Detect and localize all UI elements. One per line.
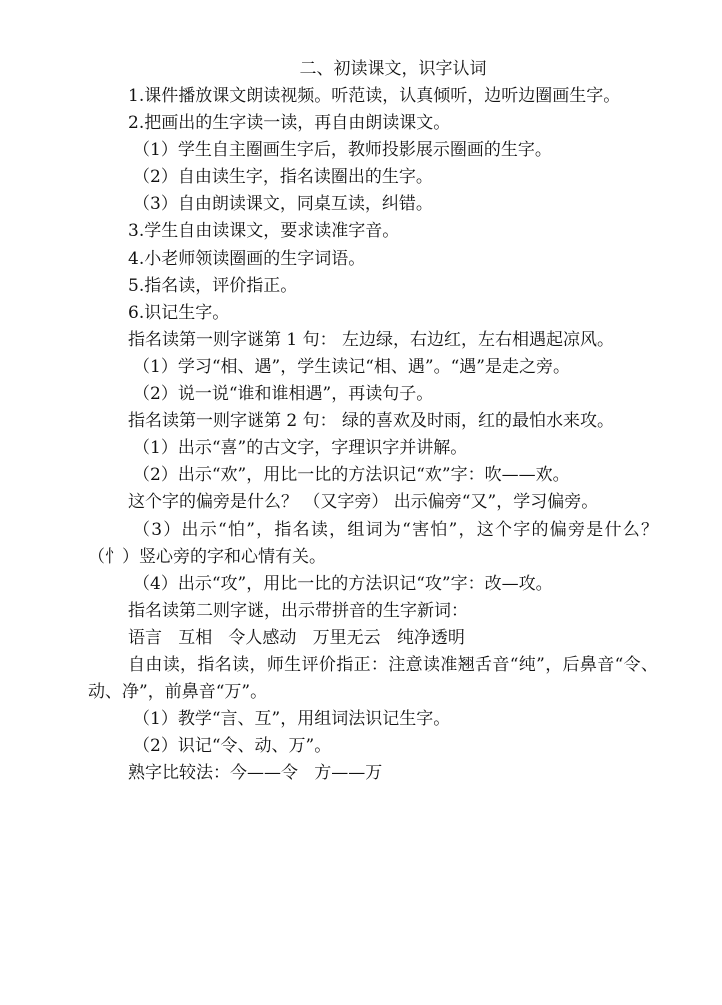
paragraph-step-2-2: （2）自由读生字，指名读圈出的生字。 [133, 167, 433, 188]
paragraph-riddle-1-line-1-item-1: （1）学习“相、遇”，学生读记“相、遇”。“遇”是走之旁。 [133, 356, 570, 377]
paragraph-step-2-3: （3）自由朗读课文，同桌互读，纠错。 [133, 194, 433, 215]
paragraph-compare-chars: 熟字比较法：今——令 方——万 [128, 763, 383, 784]
paragraph-step-6: 6.识记生字。 [128, 302, 230, 323]
paragraph-riddle-1-line-2-item-2: （2）出示“欢”，用比一比的方法识记“欢”字：吹——欢。 [133, 465, 570, 486]
paragraph-step-2: 2.把画出的生字读一读，再自由朗读课文。 [128, 113, 451, 134]
paragraph-riddle-2: 指名读第二则字谜，出示带拼音的生字新词： [128, 600, 468, 621]
paragraph-riddle-2-item-2: （2）识记“令、动、万”。 [133, 736, 332, 757]
paragraph-riddle-1-line-1-item-2: （2）说一说“谁和谁相遇”，再读句子。 [133, 384, 434, 405]
paragraph-riddle-1-line-2-item-4: （4）出示“攻”，用比一比的方法识记“攻”字：改—攻。 [133, 573, 553, 594]
paragraph-riddle-1-line-2: 指名读第一则字谜第 2 句： 绿的喜欢及时雨，红的最怕水来攻。 [128, 411, 615, 432]
paragraph-riddle-2-item-1: （1）教学“言、互”，用组词法识记生字。 [133, 709, 451, 730]
paragraph-step-1: 1.课件播放课文朗读视频。听范读，认真倾听，边听边圈画生字。 [128, 86, 621, 106]
paragraph-riddle-1-line-1: 指名读第一则字谜第 1 句： 左边绿，右边红，左右相遇起凉风。 [128, 329, 615, 350]
paragraph-pronunciation: 自由读，指名读，师生评价指正：注意读准翘舌音“纯”，后鼻音“令、动、净”，前鼻音“万”。 [88, 654, 658, 703]
paragraph-step-2-1: （1）学生自主圈画生字后，教师投影展示圈画的生字。 [133, 140, 552, 161]
paragraph-radical-question: 这个字的偏旁是什么？ （又字旁） 出示偏旁“又”，学习偏旁。 [128, 492, 599, 513]
paragraph-riddle-1-line-2-item-3: （3）出示“怕”，指名读，组词为“害怕”，这个字的偏旁是什么？ （忄）竖心旁的字和心情有关。 [88, 519, 658, 567]
paragraph-step-5: 5.指名读，评价指正。 [128, 275, 298, 296]
paragraph-riddle-1-line-2-item-1: （1）出示“喜”的古文字，字理识字并讲解。 [133, 438, 468, 459]
paragraph-step-4: 4.小老师领读圈画的生字词语。 [128, 248, 366, 269]
document-page [88, 56, 658, 787]
paragraph-new-words: 语言 互相 令人感动 万里无云 纯净透明 [128, 627, 465, 648]
paragraph-step-3: 3.学生自由读课文，要求读准字音。 [128, 221, 400, 242]
section-title: 二、初读课文，识字认词 [299, 59, 487, 79]
